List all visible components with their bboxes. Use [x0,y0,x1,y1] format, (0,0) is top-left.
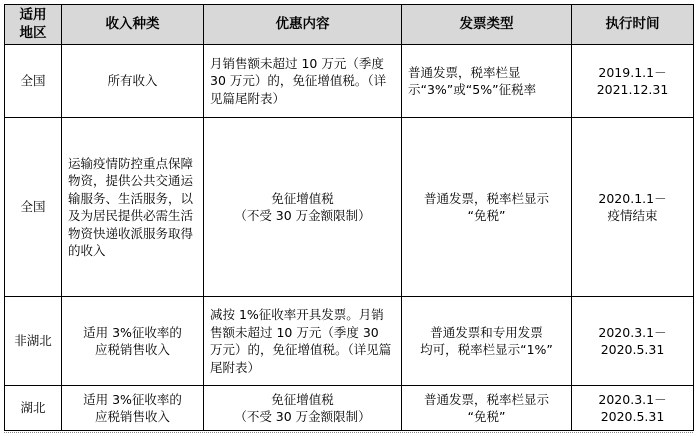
header-benefit: 优惠内容 [204,5,402,45]
cell-region: 湖北 [5,386,62,431]
cell-income-type: 适用 3%征收率的 应税销售收入 [62,297,204,386]
table-row [5,297,694,386]
cell-region: 全国 [5,118,62,297]
cell-effective-time: 2019.1.1－ 2021.12.31 [572,45,694,118]
page-break-line [4,432,693,433]
cell-income-type: 运输疫情防控重点保障物资，提供公共交通运输服务、生活服务，以及为居民提供必需生活物资快递收派服务取得的收入 [62,118,204,297]
table-header-row [5,5,694,45]
cell-invoice-type: 普通发票，税率栏显示 “免税” [402,118,572,297]
cell-region: 非湖北 [5,297,62,386]
cell-effective-time: 2020.3.1－ 2020.5.31 [572,386,694,431]
header-region: 适用 地区 [5,5,62,45]
table-row [5,386,694,431]
cell-benefit: 免征增值税 （不受 30 万金额限制） [204,118,402,297]
cell-invoice-type: 普通发票，税率栏显示 “免税” [402,386,572,431]
table-row [5,45,694,118]
header-effective-time: 执行时间 [572,5,694,45]
header-income-type: 收入种类 [62,5,204,45]
table-row [5,118,694,297]
cell-income-type: 适用 3%征收率的 应税销售收入 [62,386,204,431]
cell-income-type: 所有收入 [62,45,204,118]
cell-benefit: 减按 1%征收率开具发票。月销售额未超过 10 万元（季度 30 万元）的，免征增值税。（详见篇尾附表） [204,297,402,386]
cell-effective-time: 2020.1.1－ 疫情结束 [572,118,694,297]
cell-effective-time: 2020.3.1－ 2020.5.31 [572,297,694,386]
cell-invoice-type: 普通发票，税率栏显示“3%”或“5%”征税率 [402,45,572,118]
cell-invoice-type: 普通发票和专用发票 均可，税率栏显示“1%” [402,297,572,386]
tax-policy-table [4,4,694,431]
cell-region: 全国 [5,45,62,118]
cell-benefit: 免征增值税 （不受 30 万金额限制） [204,386,402,431]
header-invoice-type: 发票类型 [402,5,572,45]
cell-benefit: 月销售额未超过 10 万元（季度 30 万元）的，免征增值税。（详见篇尾附表） [204,45,402,118]
